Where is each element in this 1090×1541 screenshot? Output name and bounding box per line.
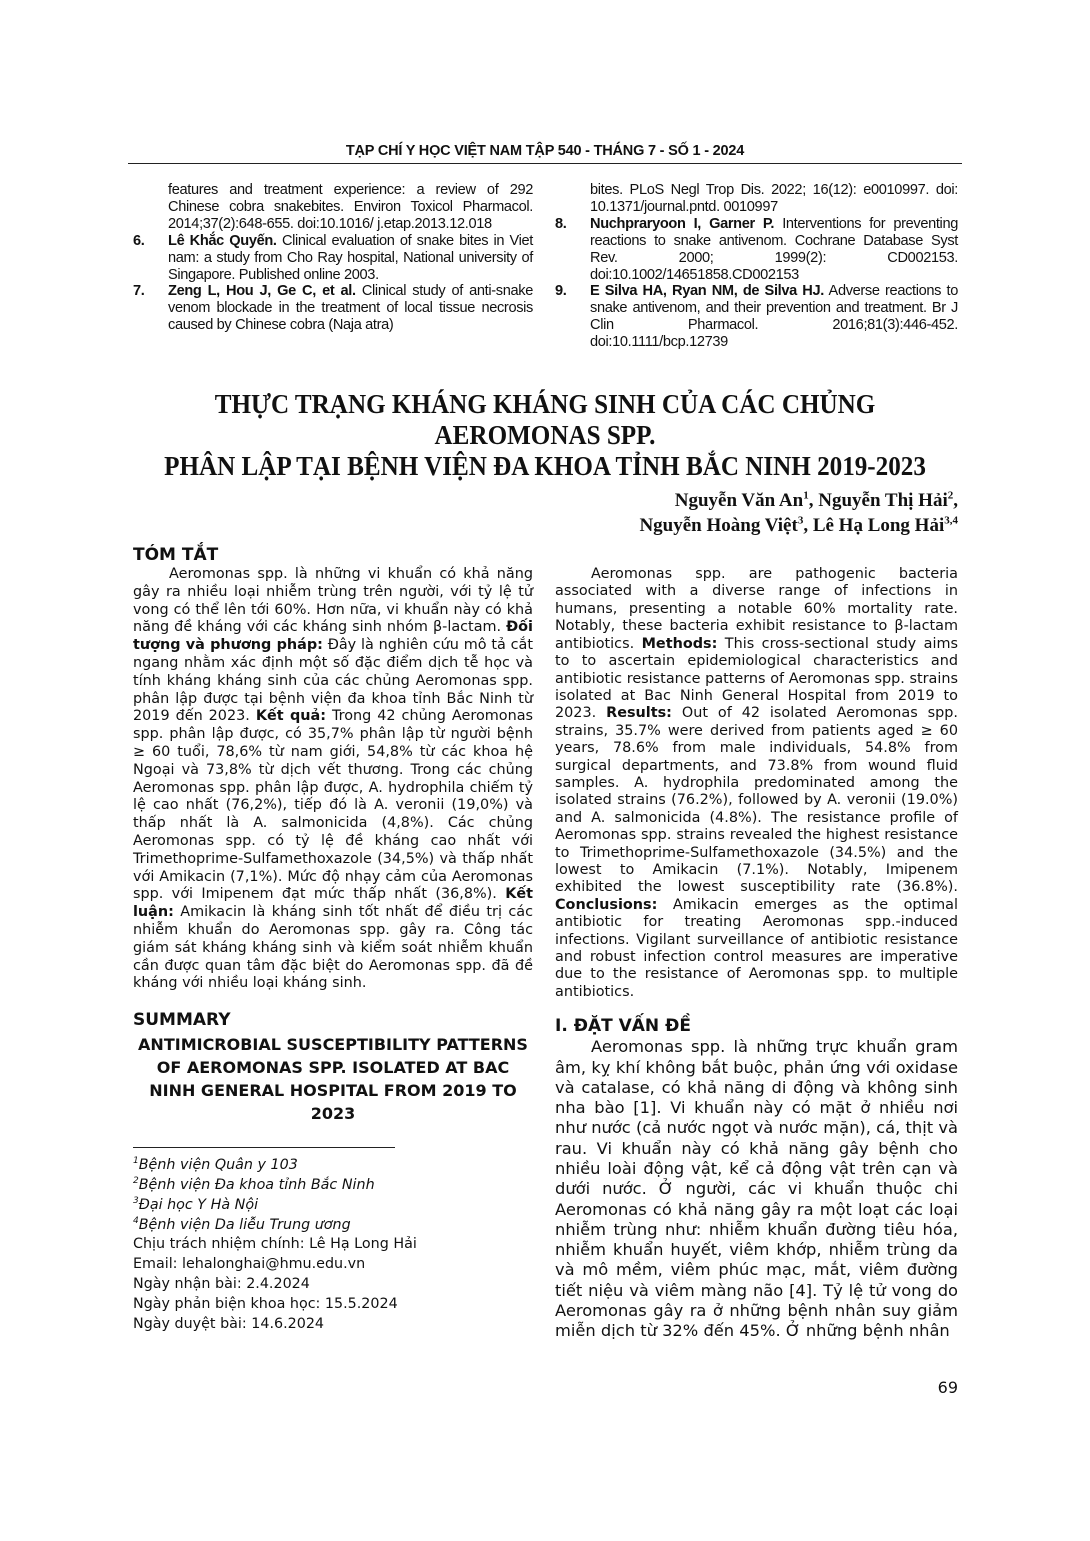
footnote-divider bbox=[133, 1147, 395, 1148]
abstract-conclusion: Amikacin là kháng sinh tốt nhất để điều trị các nhiễm khuẩn do Aeromonas spp. gây ra. Công tác giám sát kháng kháng sinh và kiểm soát nhiễm khuẩn cần được quan tâm đặc biệt do Aeromonas spp. đã đề kháng với nhiều loại kháng sinh. bbox=[133, 904, 533, 992]
body-columns bbox=[128, 526, 962, 1398]
abstract-vi-heading: TÓM TẮT bbox=[133, 545, 219, 566]
reference-number: 6. bbox=[133, 232, 145, 249]
article-title-line: PHÂN LẬP TẠI BỆNH VIỆN ĐA KHOA TỈNH BẮC NINH 2019-2023 bbox=[164, 451, 926, 482]
references-right-column bbox=[555, 182, 958, 351]
abstract-conclusion: Amikacin emerges as the optimal antibiotic for treating Aeromonas spp.-induced infections. Vigilant surveillance of antibiotic resistance and robust infection control measures are imperative due to the resistance of Aeromonas spp. to multiple antibiotics. bbox=[555, 896, 958, 1000]
reference-text: bites. PLoS Negl Trop Dis. 2022; 16(12): e0010997. doi: 10.1371/journal.pntd. 0010997 bbox=[590, 182, 958, 215]
author-affiliation: 1 bbox=[803, 489, 809, 502]
affiliation-text: Đại học Y Hà Nội bbox=[138, 1196, 259, 1213]
reference-text: Adverse reactions to snake antivenom, and their prevention and treatment. Br J Clin Pharmacol. 2016;81(3):446-452. doi:10.1111/bcp.12739 bbox=[590, 283, 958, 351]
affiliation-text: Bệnh viện Quân y 103 bbox=[138, 1157, 298, 1174]
reference-number: 9. bbox=[555, 283, 567, 300]
reference-text: Clinical evaluation of snake bites in Viet nam: a study from Cho Ray hospital, National university of Singapore. Published online 2003. bbox=[168, 232, 533, 283]
corresponding-author: Chịu trách nhiệm chính: Lê Hạ Long Hải bbox=[133, 1236, 417, 1253]
header-divider bbox=[128, 163, 962, 164]
affiliation-number: 3 bbox=[133, 1196, 139, 1207]
reference-authors: E Silva HA, Ryan NM, de Silva HJ. bbox=[590, 283, 824, 300]
abstract-results: Out of 42 isolated Aeromonas spp. strains, 35.7% were derived from patients aged ≥ 60 years, 78.6% from male individuals, 54.8% from surgical departments, and 73.8% from wound fluid samples. A. hydrophila predominated among the isolated strains (76.2%), followed by A. veronii (19.0%) and A. salmonicida (4.8%). The resistance profile of Aeromonas spp. strains revealed the highest resistance to Trimethoprime-Sulfamethoxazole (34.5%) and the lowest to Amikacin (7.1%). Notably, Imipenem exhibited the lowest susceptibility rate (36.8%). bbox=[555, 705, 958, 896]
affiliation-number: 4 bbox=[133, 1215, 139, 1226]
reference-authors: Nuchpraryoon I, Garner P. bbox=[590, 215, 775, 232]
accepted-date: Ngày duyệt bài: 14.6.2024 bbox=[133, 1315, 325, 1332]
abstract-results: Trong 42 chủng Aeromonas spp. phân lập được, có 35,7% phân lập từ người bệnh ≥ 60 tuổi, 78,6% từ nam giới, 54,8% từ các khoa hệ Ngoại và 73,8% từ dịch vết thương. Trong các chủng Aeromonas spp. phân lập được, A. hydrophila chiếm tỷ lệ cao nhất (76,2%), tiếp đó là A. veronii (19,0%) và thấp nhất là A. salmonicida (4,8%). Các chủng Aeromonas spp. có tỷ lệ đề kháng cao nhất với Trimethoprime-Sulfamethoxazole (34,5%) và thấp nhất với Amikacin (7,1%). Mức độ nhạy cảm của Aeromonas spp. với Imipenem đạt mức thấp nhất (36,8%). bbox=[133, 708, 534, 903]
affiliation-number: 2 bbox=[133, 1176, 139, 1187]
results-label: Kết quả: bbox=[255, 708, 327, 725]
methods-label: Methods: bbox=[641, 635, 718, 652]
abstract-intro: Aeromonas spp. là những vi khuẩn có khả năng gây ra nhiều loại nhiễm trùng trên người, với tỷ lệ tử vong có thể lên tới 60%. Hơn nữa, vi khuẩn này có khả năng đề kháng với các kháng sinh nhóm β-lactam. bbox=[133, 566, 533, 636]
reference-text: Clinical study of anti-snake venom blockade in the treatment of local tissue necrosis caused by Chinese cobra (Naja atra) bbox=[168, 283, 533, 334]
reference-item bbox=[555, 182, 958, 216]
reference-item bbox=[555, 283, 958, 351]
author-name: Lê Hạ Long Hải bbox=[812, 515, 945, 537]
affiliation-number: 1 bbox=[133, 1156, 139, 1167]
reference-number: 7. bbox=[133, 283, 145, 300]
abstract-vi-body bbox=[133, 566, 533, 993]
author-name: Nguyễn Văn An bbox=[674, 490, 804, 512]
introduction-heading: I. ĐẶT VẤN ĐỀ bbox=[555, 1016, 691, 1037]
author-name: Nguyễn Hoàng Việt bbox=[639, 515, 798, 537]
affiliation bbox=[133, 1176, 533, 1196]
author-affiliation: 2 bbox=[947, 489, 954, 502]
email: Email: lehalonghai@hmu.edu.vn bbox=[133, 1256, 366, 1273]
author-list: Nguyễn Văn An$^1$, Nguyễn Thị Hải$^2$, Nguyễn Hoàng Việt$^3$, Lê Hạ Long Hải$^{3,4}$ bbox=[639, 489, 958, 537]
received-date: Ngày nhận bài: 2.4.2024 bbox=[133, 1275, 310, 1292]
references bbox=[128, 182, 962, 351]
references-left-column bbox=[133, 182, 533, 351]
reference-authors: Lê Khắc Quyến. bbox=[168, 232, 277, 249]
summary-title: ANTIMICROBIAL SUSCEPTIBILITY PATTERNS OF AEROMONAS SPP. ISOLATED AT BAC NINH GENERAL HOSPITAL FROM 2019 TO 2023 bbox=[138, 1035, 528, 1124]
author-affiliation: 3,4 bbox=[944, 514, 958, 527]
article-title bbox=[157, 389, 933, 482]
conclusion-label: Conclusions: bbox=[555, 896, 658, 913]
footnotes bbox=[133, 1156, 533, 1334]
reference-text: Interventions for preventing reactions to snake antivenom. Cochrane Database Syst Rev. 2000; 1999(2): CD002153. doi:10.1002/14651858.CD002153 bbox=[590, 215, 958, 283]
abstract-en-body bbox=[555, 566, 958, 1001]
affiliation bbox=[133, 1196, 533, 1216]
article-title-line: THỰC TRẠNG KHÁNG KHÁNG SINH CỦA CÁC CHỦNG AEROMONAS SPP. bbox=[214, 389, 876, 451]
summary-heading: SUMMARY bbox=[133, 1010, 231, 1031]
left-column bbox=[133, 526, 533, 1398]
right-column bbox=[555, 526, 958, 1398]
reference-item bbox=[133, 283, 533, 334]
reference-text: features and treatment experience: a review of 292 Chinese cobra snakebites. Environ Toxicol Pharmacol. 2014;37(2):648-655. doi:10.1016/ j.etap.2013.12.018 bbox=[168, 182, 533, 232]
reference-number: 8. bbox=[555, 215, 567, 232]
abstract-intro: Aeromonas spp. are pathogenic bacteria associated with a diverse range of infections in humans, presenting a notable 60% mortality rate. Notably, these bacteria exhibit resistance to β-lactam antibiotics. bbox=[555, 566, 958, 652]
reviewed-date: Ngày phản biện khoa học: 15.5.2024 bbox=[133, 1295, 398, 1312]
reference-item bbox=[133, 182, 533, 233]
affiliation bbox=[133, 1216, 533, 1236]
reference-authors: Zeng L, Hou J, Ge C, et al. bbox=[168, 283, 356, 300]
reference-item bbox=[133, 233, 533, 284]
abstract-methods: Đây là nghiên cứu mô tả cắt ngang nhằm xác định một số đặc điểm dịch tễ học và tính kháng kháng sinh của các chủng Aeromonas spp. phân lập được tại bệnh viện đa khoa tỉnh Bắc Ninh từ 2019 đến 2023. bbox=[133, 637, 533, 725]
affiliation-text: Bệnh viện Da liễu Trung ương bbox=[138, 1216, 351, 1233]
affiliation-text: Bệnh viện Đa khoa tỉnh Bắc Ninh bbox=[138, 1176, 375, 1193]
reference-item bbox=[555, 216, 958, 284]
page-number: 69 bbox=[937, 1377, 958, 1397]
author-name: Nguyễn Thị Hải bbox=[818, 490, 948, 512]
affiliation bbox=[133, 1156, 533, 1176]
conclusion-label: Kết luận: bbox=[133, 886, 533, 921]
introduction-body: Aeromonas spp. là những trực khuẩn gram âm, kỵ khí không bắt buộc, phản ứng với oxidase và catalase, có khả năng di động và không sinh nha bào [1]. Vi khuẩn này có mặt ở nhiều nơi như nước (cả nước ngọt và nước mặn), cá, thịt và rau. Vi khuẩn này có khả năng gây bệnh cho nhiều loài động vật, kể cả động vật trên cạn và dưới nước. Ở người, các vi khuẩn thuộc chi Aeromonas có khả năng gây ra một loạt các loại nhiễm trùng như: nhiễm khuẩn đường tiêu hóa, nhiễm khuẩn huyết, viêm khớp, nhiễm trùng da và mô mềm, viêm phúc mạc, mắt, viêm đường tiết niệu và viêm màng não [4]. Tỷ lệ tử vong do Aeromonas gây ra ở những bệnh nhân suy giảm miễn dịch từ 32% đến 45%. Ở những bệnh nhân bbox=[555, 1037, 958, 1341]
abstract-methods: This cross-sectional study aims to to ascertain epidemiological characteristics and antibiotic resistance patterns of Aeromonas spp. strains isolated at Bac Ninh General Hospital from 2019 to 2023. bbox=[555, 635, 958, 722]
running-header: TẠP CHÍ Y HỌC VIỆT NAM TẬP 540 - THÁNG 7 - SỐ 1 - 2024 bbox=[345, 143, 745, 159]
author-affiliation: 3 bbox=[797, 514, 804, 527]
methods-label: Đối tượng và phương pháp: bbox=[133, 619, 533, 654]
results-label: Results: bbox=[606, 705, 672, 722]
